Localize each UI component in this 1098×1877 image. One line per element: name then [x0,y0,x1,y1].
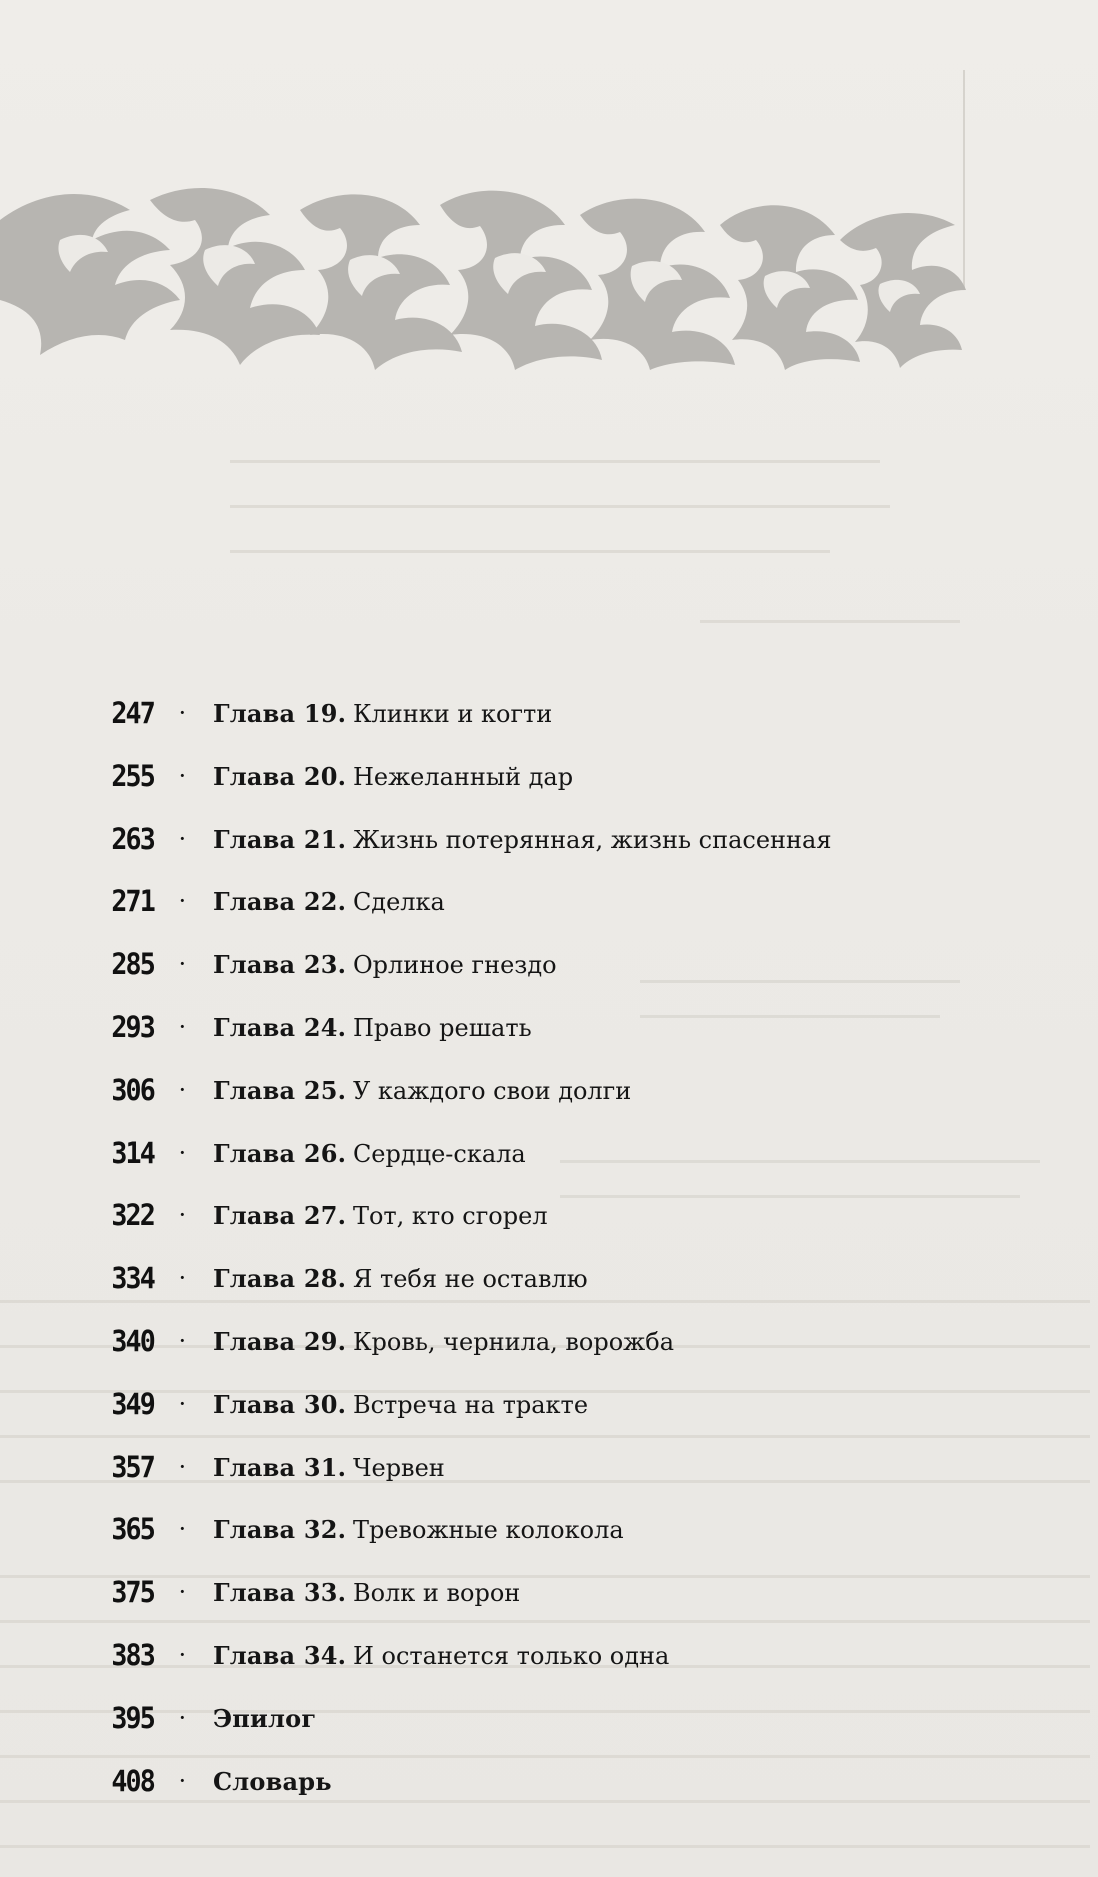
toc-entry [0,1318,1000,1364]
toc-chapter-title: У каждого свои долги [352,1076,632,1105]
toc-page-number: 247 [111,696,154,730]
toc-chapter-number: Глава 23. [213,950,347,980]
toc-entry-label [213,816,832,863]
toc-entry [0,1569,1000,1615]
toc-chapter-number: Глава 34. [213,1641,347,1670]
toc-chapter-number: Глава 30. [213,1389,347,1419]
toc-page-number: 408 [111,1763,154,1798]
toc-entry-label [213,1004,532,1051]
toc-chapter-title: Сердце-скала [352,1139,526,1168]
toc-entry [0,1067,1000,1113]
toc-entry [0,1381,1000,1427]
toc-entry-label [213,1632,669,1679]
toc-chapter-title: Червен [352,1453,445,1482]
toc-page-number: 375 [111,1575,154,1610]
toc-entry [0,1506,1000,1552]
toc-entry-label [213,878,445,925]
toc-chapter-title: Кровь, чернила, ворожба [352,1328,675,1356]
toc-entry-label [213,1695,316,1742]
decorative-ornament [0,180,970,370]
toc-chapter-number: Глава 29. [213,1327,347,1356]
toc-entry-label [213,1255,588,1302]
toc-entry [0,1758,1000,1804]
toc-chapter-number: Глава 31. [213,1452,347,1482]
toc-page-number: 334 [111,1261,154,1296]
toc-chapter-title: Я тебя не оставлю [352,1265,588,1294]
toc-entry [0,1632,1000,1678]
toc-chapter-number: Глава 21. [213,824,347,854]
toc-chapter-number: Глава 33. [213,1578,347,1608]
toc-chapter-title: Тревожные колокола [352,1516,624,1545]
toc-chapter-title: Клинки и когти [352,700,553,728]
toc-page-number: 365 [111,1512,154,1547]
toc-page-number: 285 [111,947,154,982]
toc-entry [0,1192,1000,1238]
toc-separator-dot: · [178,1640,187,1669]
toc-page-number: 293 [111,1010,154,1044]
toc-entry-label [213,1130,526,1177]
toc-entry [0,1695,1000,1741]
toc-separator-dot: · [178,1702,187,1732]
toc-page-number: 383 [111,1638,154,1672]
toc-entry-label [213,753,573,800]
toc-separator-dot: · [178,1137,187,1167]
toc-entry-label [213,690,552,737]
toc-entry-label [213,1318,674,1365]
toc-separator-dot: · [178,1388,187,1418]
toc-separator-dot: · [178,1074,187,1104]
toc-chapter-title: Право решать [352,1014,532,1042]
toc-entry-label [213,1569,520,1616]
toc-separator-dot: · [178,1514,187,1544]
toc-entry [0,816,1000,862]
toc-entry [0,753,1000,799]
toc-entry-label [213,1192,548,1239]
toc-separator-dot: · [178,1200,187,1230]
toc-entry [0,1255,1000,1301]
toc-entry [0,1004,1000,1050]
toc-separator-dot: · [178,1263,187,1293]
toc-entry-label [213,1444,445,1491]
toc-chapter-number: Эпилог [213,1703,317,1733]
toc-entry-label [213,941,557,988]
toc-chapter-number: Словарь [213,1766,332,1796]
toc-page-number: 255 [111,758,154,793]
toc-entry-label [213,1381,588,1428]
toc-entry [0,1130,1000,1176]
toc-separator-dot: · [178,1577,187,1607]
toc-entry-label [213,1067,631,1114]
toc-chapter-title: Нежеланный дар [352,762,574,791]
toc-page-number: 263 [111,821,154,856]
toc-chapter-title: Тот, кто сгорел [352,1202,548,1231]
toc-separator-dot: · [178,886,187,916]
toc-page-number: 314 [111,1135,154,1170]
toc-chapter-title: Волк и ворон [352,1579,521,1608]
toc-chapter-number: Глава 20. [213,761,347,791]
toc-entry [0,878,1000,924]
toc-separator-dot: · [178,1451,187,1481]
toc-chapter-number: Глава 24. [213,1013,347,1042]
toc-chapter-title: Встреча на тракте [352,1390,589,1419]
toc-chapter-number: Глава 28. [213,1264,347,1294]
toc-chapter-title: Сделка [352,888,445,917]
toc-page-number: 349 [111,1386,154,1421]
toc-page-number: 306 [111,1072,154,1107]
toc-chapter-number: Глава 26. [213,1138,347,1168]
toc-separator-dot: · [178,760,187,790]
toc-entry-label [213,1758,332,1805]
toc-chapter-title: Жизнь потерянная, жизнь спасенная [352,825,832,854]
toc-entry [0,1444,1000,1490]
toc-separator-dot: · [178,1765,187,1795]
toc-entry-label [213,1506,624,1553]
toc-separator-dot: · [178,1012,187,1041]
toc-separator-dot: · [178,698,187,727]
toc-chapter-title: И останется только одна [352,1642,670,1670]
toc-entry [0,941,1000,987]
toc-page-number: 340 [111,1324,154,1358]
toc-page-number: 357 [111,1449,154,1484]
toc-page-number: 271 [111,884,154,919]
toc-separator-dot: · [178,1326,187,1355]
toc-chapter-number: Глава 27. [213,1201,347,1231]
toc-chapter-number: Глава 19. [213,699,347,728]
toc-entry [0,690,1000,736]
toc-separator-dot: · [178,949,187,979]
toc-chapter-number: Глава 25. [213,1075,347,1105]
toc-chapter-number: Глава 32. [213,1515,347,1545]
toc-chapter-number: Глава 22. [213,887,347,917]
toc-page-number: 395 [111,1700,154,1735]
toc-page-number: 322 [111,1198,154,1233]
toc-separator-dot: · [178,823,187,853]
toc-chapter-title: Орлиное гнездо [352,951,557,980]
